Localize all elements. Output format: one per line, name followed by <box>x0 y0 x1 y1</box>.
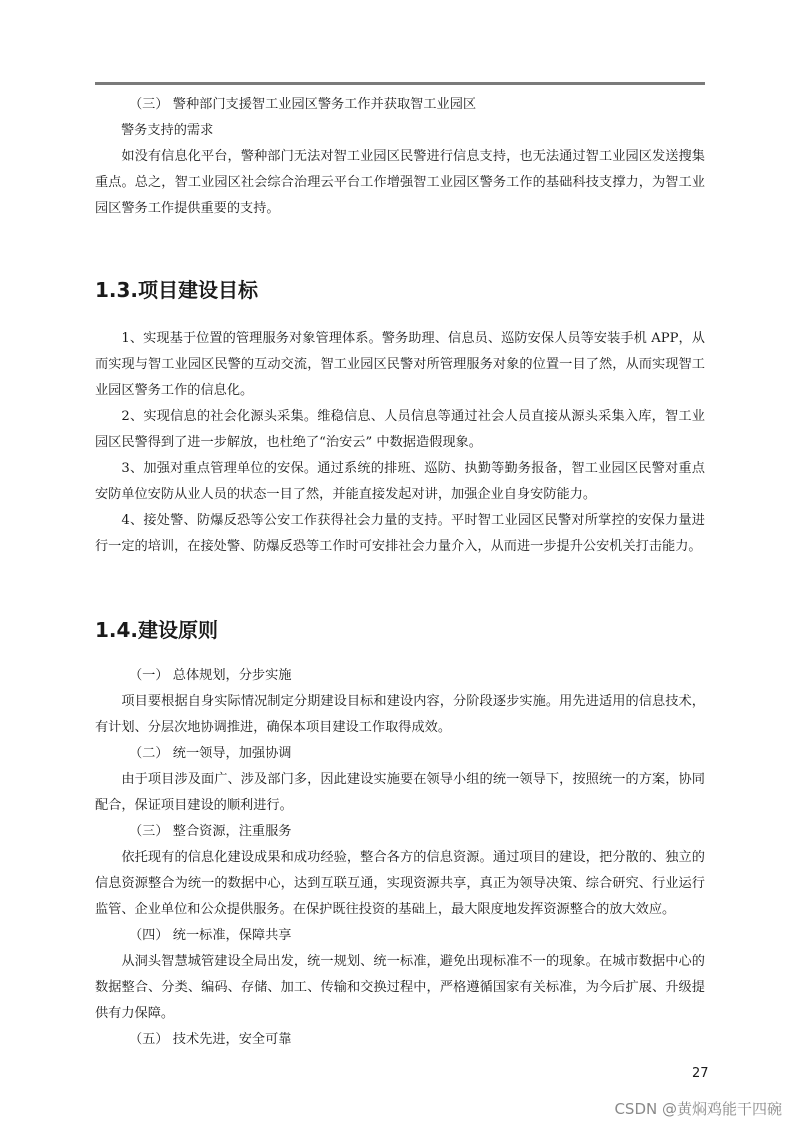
goal-paragraph: 3、加强对重点管理单位的安保。通过系统的排班、巡防、执勤等勤务报备，智工业园区民警对重点安防单位安防从业人员的状态一目了然，并能直接发起对讲，加强企业自身安防能力。 <box>95 461 705 502</box>
header-rule <box>95 82 705 85</box>
section-heading-1-4: 1.4.建设原则 <box>95 618 219 642</box>
section-1-3-body <box>95 326 705 560</box>
section-heading-1-3: 1.3.项目建设目标 <box>95 278 259 302</box>
principle-title: （一） 总体规划，分步实施 <box>129 668 292 683</box>
principle-title: （四） 统一标准，保障共享 <box>129 928 292 943</box>
intro-sub-heading-cont: 警务支持的需求 <box>121 123 214 138</box>
goal-paragraph: 1、实现基于位置的管理服务对象管理体系。警务助理、信息员、巡防安保人员等安装手机 APP，从而实现与智工业园区民警的互动交流，智工业园区民警对所管理服务对象的位置一目了然，从而实现智工业园区警务工作的信息化。 <box>95 331 705 398</box>
principle-text: 依托现有的信息化建设成果和成功经验，整合各方的信息资源。通过项目的建设，把分散的、独立的信息资源整合为统一的数据中心，达到互联互通，实现资源共享，真正为领导决策、综合研究、行业运行监管、企业单位和公众提供服务。在保护既往投资的基础上，最大限度地发挥资源整合的放大效应。 <box>95 850 705 917</box>
principle-text: 项目要根据自身实际情况制定分期建设目标和建设内容，分阶段逐步实施。用先进适用的信息技术，有计划、分层次地协调推进，确保本项目建设工作取得成效。 <box>95 694 705 735</box>
intro-paragraph: 如没有信息化平台，警种部门无法对智工业园区民警进行信息支持，也无法通过智工业园区发送搜集重点。总之，智工业园区社会综合治理云平台工作增强智工业园区警务工作的基础科技支撑力，为智工业园区警务工作提供重要的支持。 <box>95 149 705 216</box>
intro-sub-heading: （三） 警种部门支援智工业园区警务工作并获取智工业园区 <box>129 97 477 112</box>
principle-title: （二） 统一领导，加强协调 <box>129 746 292 761</box>
intro-block <box>95 92 705 222</box>
principle-title: （五） 技术先进，安全可靠 <box>129 1032 292 1047</box>
section-1-4-body <box>95 663 705 1053</box>
goal-paragraph: 4、接处警、防爆反恐等公安工作获得社会力量的支持。平时智工业园区民警对所掌控的安保力量进行一定的培训，在接处警、防爆反恐等工作时可安排社会力量介入，从而进一步提升公安机关打击能力。 <box>95 513 705 554</box>
principle-text: 从洞头智慧城管建设全局出发，统一规划、统一标准，避免出现标准不一的现象。在城市数据中心的数据整合、分类、编码、存储、加工、传输和交换过程中，严格遵循国家有关标准，为今后扩展、升级提供有力保障。 <box>95 954 705 1021</box>
goal-paragraph: 2、实现信息的社会化源头采集。维稳信息、人员信息等通过社会人员直接从源头采集入库，智工业园区民警得到了进一步解放，也杜绝了“治安云” 中数据造假现象。 <box>95 409 705 450</box>
principle-text: 由于项目涉及面广、涉及部门多，因此建设实施要在领导小组的统一领导下，按照统一的方案，协同配合，保证项目建设的顺利进行。 <box>95 772 705 813</box>
csdn-watermark: CSDN @黄焖鸡能干四碗 <box>614 1100 782 1118</box>
page-number: 27 <box>692 1066 709 1081</box>
principle-title: （三） 整合资源，注重服务 <box>129 824 292 839</box>
